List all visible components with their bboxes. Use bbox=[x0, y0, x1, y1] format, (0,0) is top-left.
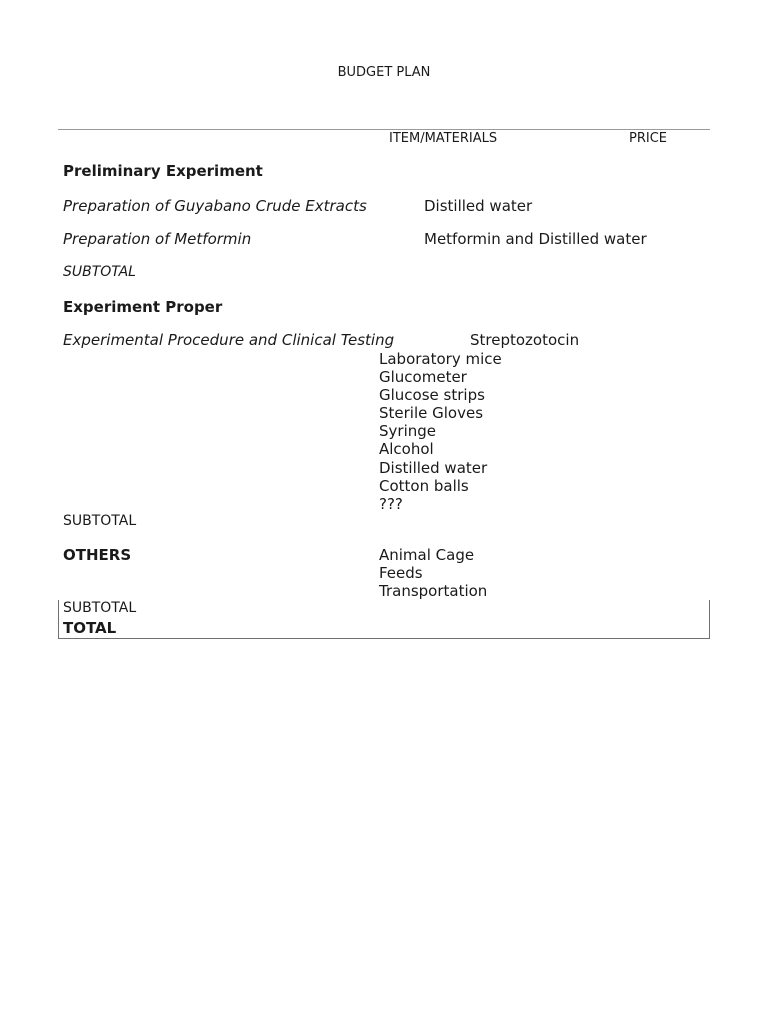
list-item: Sterile Gloves bbox=[379, 404, 484, 423]
others-heading: OTHERS bbox=[63, 546, 132, 564]
preliminary-subtotal: SUBTOTAL bbox=[63, 264, 136, 280]
preliminary-heading: Preliminary Experiment bbox=[63, 162, 263, 180]
price-column-header: PRICE bbox=[629, 131, 667, 146]
list-item: Glucometer bbox=[379, 368, 467, 387]
preliminary-item-2: Metformin and Distilled water bbox=[424, 230, 647, 248]
list-item: Alcohol bbox=[379, 440, 434, 459]
list-item: Laboratory mice bbox=[379, 350, 502, 368]
others-item-list bbox=[379, 546, 487, 600]
header-rule bbox=[58, 129, 710, 130]
others-subtotal: SUBTOTAL bbox=[63, 600, 137, 616]
list-item: Transportation bbox=[379, 582, 488, 601]
list-item: Cotton balls bbox=[379, 476, 469, 495]
experiment-proper-item-list bbox=[379, 350, 502, 513]
list-item: Animal Cage bbox=[379, 546, 475, 564]
totals-box-right-border bbox=[709, 600, 710, 639]
grand-total-label: TOTAL bbox=[63, 619, 117, 637]
experiment-proper-activity: Experimental Procedure and Clinical Testing bbox=[63, 331, 395, 349]
list-item: Feeds bbox=[379, 564, 423, 583]
list-item: Distilled water bbox=[379, 458, 488, 477]
document-title: BUDGET PLAN bbox=[337, 65, 431, 80]
preliminary-activity-1: Preparation of Guyabano Crude Extracts bbox=[63, 197, 367, 215]
list-item: Syringe bbox=[379, 422, 436, 441]
experiment-proper-subtotal: SUBTOTAL bbox=[63, 513, 137, 529]
preliminary-activity-2: Preparation of Metformin bbox=[63, 230, 252, 248]
experiment-proper-heading: Experiment Proper bbox=[63, 298, 223, 316]
preliminary-item-1: Distilled water bbox=[424, 197, 533, 215]
totals-box-left-border bbox=[58, 600, 59, 639]
experiment-proper-first-item: Streptozotocin bbox=[470, 331, 580, 349]
totals-box-bottom-border bbox=[58, 638, 710, 639]
list-item: Glucose strips bbox=[379, 386, 485, 405]
list-item: ??? bbox=[379, 494, 403, 513]
items-column-header: ITEM/MATERIALS bbox=[389, 131, 498, 146]
